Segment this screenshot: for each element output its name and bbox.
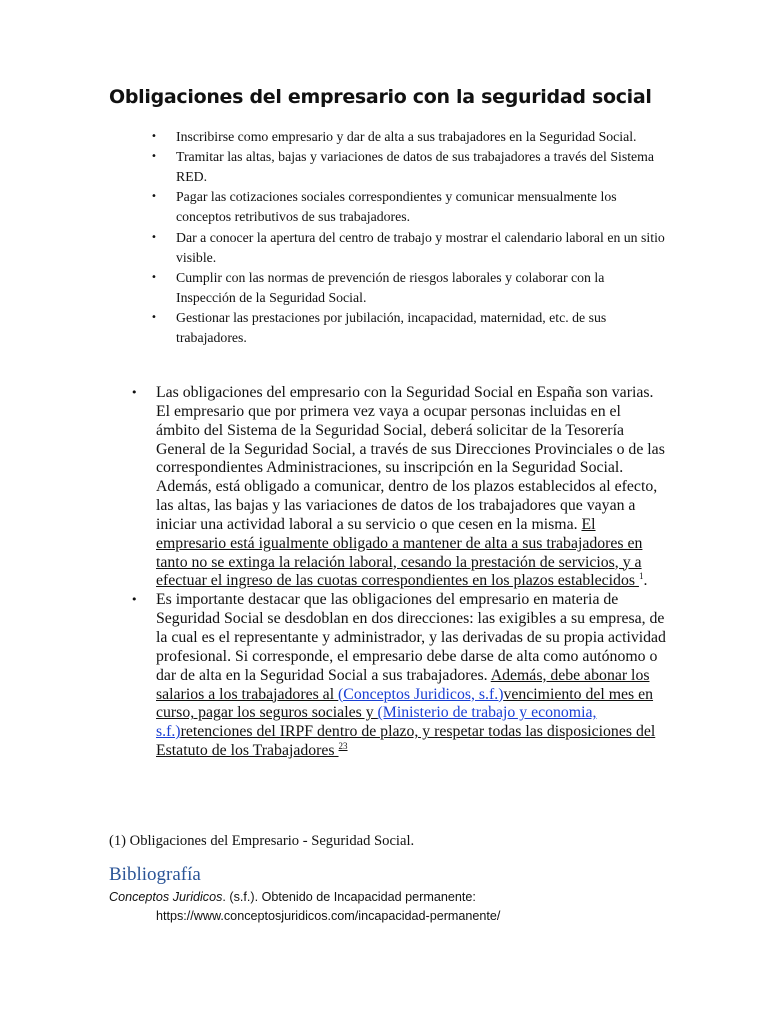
bibliography-source: Conceptos Juridicos [109, 890, 223, 904]
footnote-ref: 1 [638, 571, 644, 582]
citation-link[interactable]: (Conceptos Juridicos, s.f.) [338, 685, 504, 703]
bullet-icon: • [131, 593, 138, 607]
list-item-text: Tramitar las altas, bajas y variaciones de datos de sus trabajadores a través del Sistema RED. [176, 149, 655, 185]
bibliography-text: . (s.f.). Obtenido de Incapacidad permanente: [222, 890, 476, 904]
paragraph-end: . [643, 572, 648, 590]
bibliography-entry [109, 888, 669, 926]
list-item-text: Cumplir con las normas de prevención de riesgos laborales y colaborar con la Inspección de la Seguridad Social. [176, 269, 605, 305]
detail-paragraph-1 [131, 384, 666, 591]
list-item [151, 268, 666, 308]
list-item [151, 127, 666, 147]
bullet-icon: • [151, 231, 157, 243]
bullet-icon: • [131, 386, 138, 399]
list-item [151, 228, 666, 268]
citation-link[interactable]: (Ministerio de trabajo y economia, s.f.) [156, 704, 597, 741]
bullet-icon: • [151, 191, 157, 203]
footnote: (1) Obligaciones del Empresario - Seguridad Social. [109, 833, 415, 849]
bullet-icon: • [151, 151, 157, 163]
underlined-text: retenciones del IRPF dentro de plazo, y respetar todas las disposiciones del Estatuto de los Trabajadores [156, 723, 656, 760]
paragraph-text: Las obligaciones del empresario con la Seguridad Social en España son varias. El empresario que por primera vez vaya a ocupar personas incluidas en el ámbito del Sistema de la Seguridad Social, deberá solicitar de la Tesorería General de la Seguridad Social, a través de sus Direcciones Provinciales o de las correspondientes Administraciones, su inscripción en la Seguridad Social. Además, está obligado a comunicar, dentro de los plazos establecidos al efecto, las altas, las bajas y las variaciones de datos de los trabajadores que vayan a iniciar una actividad laboral a su servicio o que cesen en la misma. [156, 384, 665, 533]
bibliography-url[interactable]: https://www.conceptosjuridicos.com/incapacidad-permanente/ [156, 909, 501, 923]
list-item-text: Pagar las cotizaciones sociales correspondientes y comunicar mensualmente los conceptos retributivos de sus trabajadores. [176, 189, 617, 225]
detail-paragraph-2 [131, 591, 666, 761]
detail-list [131, 384, 666, 761]
bullet-icon: • [151, 271, 157, 283]
list-item-text: Inscribirse como empresario y dar de alta a sus trabajadores en la Seguridad Social. [176, 129, 637, 144]
bullet-icon: • [151, 311, 157, 323]
page-title: Obligaciones del empresario con la seguridad social [109, 86, 652, 108]
list-item [151, 147, 666, 187]
underlined-text: El empresario está igualmente obligado a mantener de alta a sus trabajadores en tanto no se extinga la relación laboral, cesando la prestación de servicios, y a efectuar el ingreso de las cuotas correspondientes en los plazos establecidos [156, 515, 643, 590]
underlined-text: Además, debe abonar los salarios a los trabajadores al [156, 666, 650, 703]
bullet-icon: • [151, 131, 157, 142]
paragraph-text: Es importante destacar que las obligaciones del empresario en materia de Seguridad Social se desdoblan en dos direcciones: las exigibles a su empresa, de la cual es el representante y administrador, y las derivadas de su propia actividad profesional. Si corresponde, el empresario debe darse de alta como autónomo o dar de alta en la Seguridad Social a sus trabajadores. [156, 591, 666, 684]
list-item [151, 308, 666, 348]
list-item [151, 187, 666, 227]
underlined-text: vencimiento del mes en curso, pagar los seguros sociales y [156, 685, 654, 722]
bibliography-heading: Bibliografía [109, 864, 201, 885]
list-item-text: Gestionar las prestaciones por jubilación, incapacidad, maternidad, etc. de sus trabajadores. [176, 309, 607, 345]
footnote-ref: 23 [338, 741, 348, 752]
list-item-text: Dar a conocer la apertura del centro de trabajo y mostrar el calendario laboral en un sitio visible. [176, 229, 665, 265]
obligations-list [151, 127, 666, 348]
